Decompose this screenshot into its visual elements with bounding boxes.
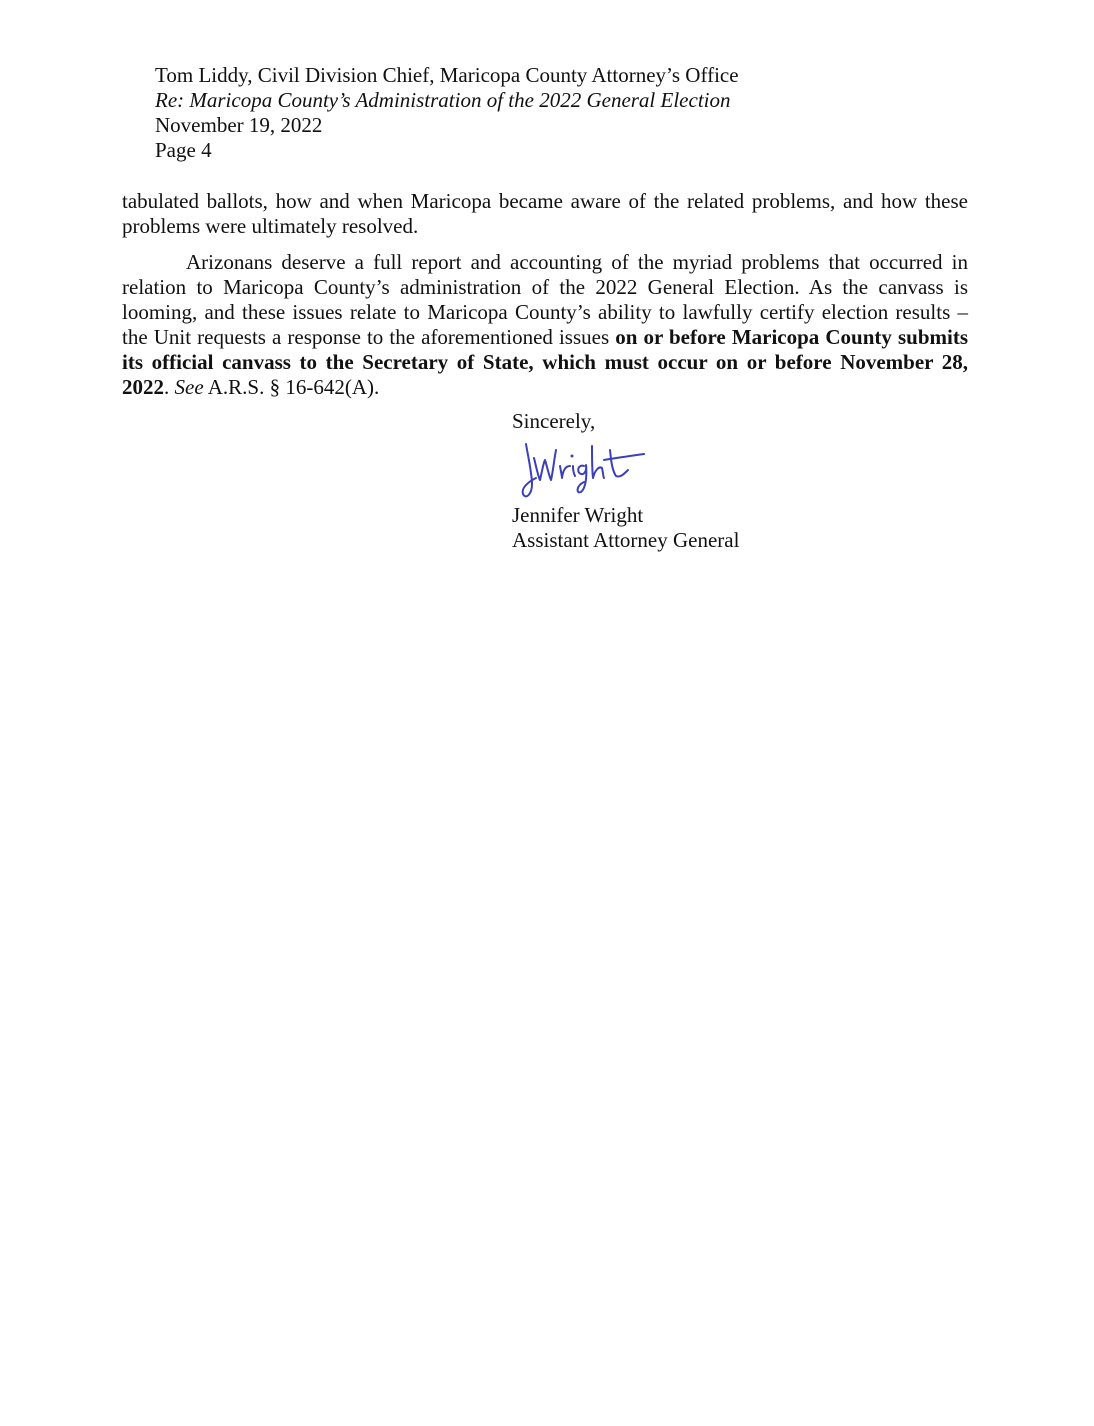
handwritten-signature	[512, 436, 662, 502]
deadline-bold-text: on or before Maricopa County submits its official canvass to the Secretary of State, which must occur on or before November 28, 2022	[122, 325, 968, 399]
punctuation: .	[164, 375, 175, 399]
letter-header	[155, 63, 739, 163]
page-number: Page 4	[155, 138, 212, 162]
paragraph-request-text: Arizonans deserve a full report and accounting of the myriad problems that occurred in relation to Maricopa County’s administration of the 2022 General Election. As the canvass is looming, and these issues relate to Maricopa County’s ability to lawfully certify election results – the Unit requests a response to the aforementioned issues	[122, 250, 968, 349]
paragraph-continuation: tabulated ballots, how and when Maricopa became aware of the related problems, and how these problems were ultimately resolved.	[122, 189, 968, 238]
salutation: Sincerely,	[512, 409, 596, 433]
signer-title: Assistant Attorney General	[512, 528, 740, 552]
subject-line: Re: Maricopa County’s Administration of the 2022 General Election	[155, 88, 731, 112]
see-italic: See	[174, 375, 204, 399]
signer-block	[512, 503, 739, 553]
statute-citation: A.R.S. § 16-642(A).	[203, 375, 380, 399]
date-line: November 19, 2022	[155, 113, 323, 137]
signer-name: Jennifer Wright	[512, 503, 644, 527]
recipient-line: Tom Liddy, Civil Division Chief, Maricopa County Attorney’s Office	[155, 63, 739, 87]
paragraph-request	[122, 250, 968, 400]
